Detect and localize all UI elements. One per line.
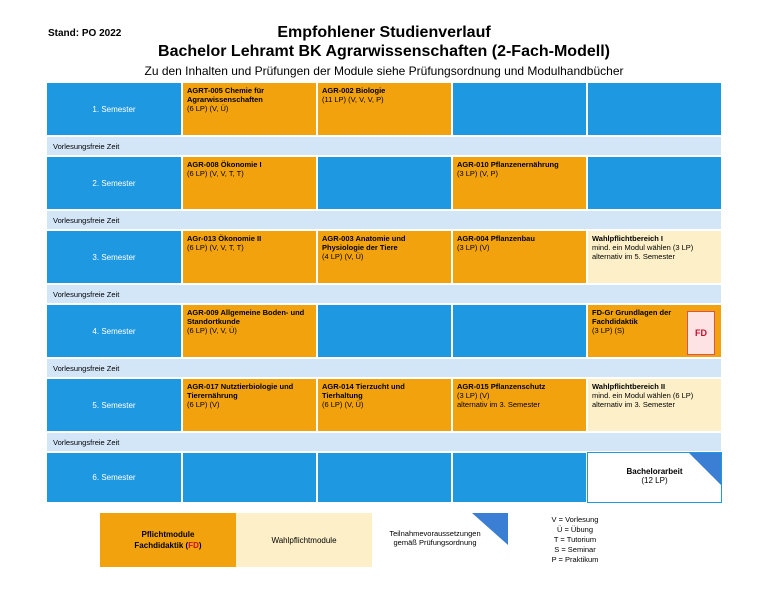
legend-fd-marker: FD — [188, 541, 199, 550]
empty-cell — [317, 452, 452, 503]
empty-cell — [317, 156, 452, 210]
abbr-line: T = Tutorium — [553, 535, 597, 544]
module-detail: (3 LP) (V) — [457, 243, 490, 252]
module-title: AGR-014 Tierzucht und Tierhaltung — [322, 382, 405, 400]
module-detail: (6 LP) (V, Ü) — [322, 400, 364, 409]
legend-teilnahme-text: Teilnahmevoraussetzungen gemäß Prüfungsordnung — [389, 529, 481, 547]
legend-teilnahme — [372, 513, 508, 567]
module-title: AGR-015 Pflanzenschutz — [457, 382, 546, 391]
module-title: AGR-008 Ökonomie I — [187, 160, 262, 169]
module-agr-009 — [182, 304, 317, 358]
module-agr-002 — [317, 82, 452, 136]
legend-fd-label: Fachdidaktik ( — [134, 541, 189, 550]
lecture-free-row — [46, 210, 722, 230]
module-agr-008 — [182, 156, 317, 210]
module-detail: (4 LP) (V, Ü) — [322, 252, 364, 261]
page-note: Zu den Inhalten und Prüfungen der Module siehe Prüfungsordnung und Modulhandbücher — [144, 64, 624, 78]
module-bachelorarbeit — [587, 452, 722, 503]
lecture-free-row — [46, 358, 722, 378]
semester-5-text: 5. Semester — [92, 400, 136, 410]
lecture-free-row — [46, 136, 722, 156]
lecture-free-text: Vorlesungsfreie Zeit — [53, 215, 120, 225]
empty-cell — [182, 452, 317, 503]
module-detail: mind. ein Modul wählen (3 LP) — [592, 243, 694, 252]
module-note: alternativ im 3. Semester — [457, 400, 540, 409]
semester-3-label — [46, 230, 182, 284]
module-agr-015 — [452, 378, 587, 432]
study-plan-grid — [46, 82, 722, 503]
module-note: alternativ im 5. Semester — [592, 252, 675, 261]
module-detail: (3 LP) (V) — [457, 391, 490, 400]
module-fd-gr — [587, 304, 722, 358]
abbr-line: V = Vorlesung — [551, 515, 599, 524]
module-agr-004 — [452, 230, 587, 284]
module-detail: (6 LP) (V, V, T, T) — [187, 169, 244, 178]
empty-cell — [317, 304, 452, 358]
abbr-line: Ü = Übung — [556, 525, 594, 534]
module-title: AGR-004 Pflanzenbau — [457, 234, 535, 243]
module-detail: (3 LP) (V, P) — [457, 169, 498, 178]
module-detail: (6 LP) (V, Ü) — [187, 104, 229, 113]
module-detail: (6 LP) (V, V, Ü) — [187, 326, 237, 335]
legend-pflicht-label: Pflichtmodule — [141, 530, 195, 539]
module-title: AGRT-005 Chemie für Agrarwissenschaften — [187, 86, 265, 104]
module-wahlpflicht-2 — [587, 378, 722, 432]
lecture-free-text: Vorlesungsfreie Zeit — [53, 141, 120, 151]
module-title: AGR-010 Pflanzenernährung — [457, 160, 559, 169]
semester-3-text: 3. Semester — [92, 252, 136, 262]
module-agr-013 — [182, 230, 317, 284]
module-agr-017 — [182, 378, 317, 432]
page-subtitle-program: Bachelor Lehramt BK Agrarwissenschaften (2-Fach-Modell) — [158, 43, 610, 60]
semester-1-text: 1. Semester — [92, 104, 136, 114]
empty-cell — [452, 304, 587, 358]
semester-1-label — [46, 82, 182, 136]
abbr-line: P = Praktikum — [551, 555, 599, 564]
module-agr-010 — [452, 156, 587, 210]
semester-6-text: 6. Semester — [92, 473, 136, 482]
module-detail: mind. ein Modul wählen (6 LP) — [592, 391, 694, 400]
fachdidaktik-badge: FD — [687, 311, 715, 355]
module-title: AGR-017 Nutztierbiologie und Tierernährung — [187, 382, 294, 400]
semester-6-label — [46, 452, 182, 503]
empty-cell — [452, 82, 587, 136]
lecture-free-row — [46, 284, 722, 304]
module-title: Wahlpflichtbereich I — [592, 234, 663, 243]
module-title: AGR-003 Anatomie und Physiologie der Tiere — [322, 234, 406, 252]
module-title: Wahlpflichtbereich II — [592, 382, 666, 391]
module-title: FD-Gr Grundlagen der Fachdidaktik — [592, 308, 672, 326]
lecture-free-text: Vorlesungsfreie Zeit — [53, 289, 120, 299]
semester-5-label — [46, 378, 182, 432]
module-detail: (6 LP) (V, V, T, T) — [187, 243, 244, 252]
lecture-free-text: Vorlesungsfreie Zeit — [53, 363, 120, 373]
abbr-line: S = Seminar — [554, 545, 596, 554]
empty-cell — [587, 82, 722, 136]
empty-cell — [587, 156, 722, 210]
module-detail: (12 LP) — [641, 476, 668, 485]
module-title: AGR-002 Biologie — [322, 86, 386, 95]
legend-wahlpflichtmodule — [236, 513, 372, 567]
semester-2-text: 2. Semester — [92, 178, 136, 188]
legend-fd-close: ) — [198, 541, 202, 550]
semester-4-text: 4. Semester — [92, 326, 136, 336]
legend-wahlpflicht-label: Wahlpflichtmodule — [271, 535, 337, 545]
page-title: Empfohlener Studienverlauf — [277, 24, 491, 41]
module-detail: (3 LP) (S) — [592, 326, 625, 335]
module-agr-014 — [317, 378, 452, 432]
empty-cell — [452, 452, 587, 503]
semester-2-label — [46, 156, 182, 210]
module-wahlpflicht-1 — [587, 230, 722, 284]
module-note: alternativ im 3. Semester — [592, 400, 675, 409]
lecture-free-text: Vorlesungsfreie Zeit — [53, 437, 120, 447]
module-title: Bachelorarbeit — [626, 467, 683, 476]
module-detail: (6 LP) (V) — [187, 400, 220, 409]
module-detail: (11 LP) (V, V, V, P) — [322, 95, 384, 104]
abbreviation-legend — [520, 515, 630, 565]
semester-4-label — [46, 304, 182, 358]
lecture-free-row — [46, 432, 722, 452]
stand-label: Stand: PO 2022 — [48, 28, 122, 39]
module-title: AGr-013 Ökonomie II — [187, 234, 262, 243]
module-agr-003 — [317, 230, 452, 284]
module-agrt-005 — [182, 82, 317, 136]
prerequisite-triangle-icon — [689, 453, 721, 485]
legend-pflichtmodule — [100, 513, 236, 567]
module-title: AGR-009 Allgemeine Boden- und Standortkunde — [187, 308, 305, 326]
